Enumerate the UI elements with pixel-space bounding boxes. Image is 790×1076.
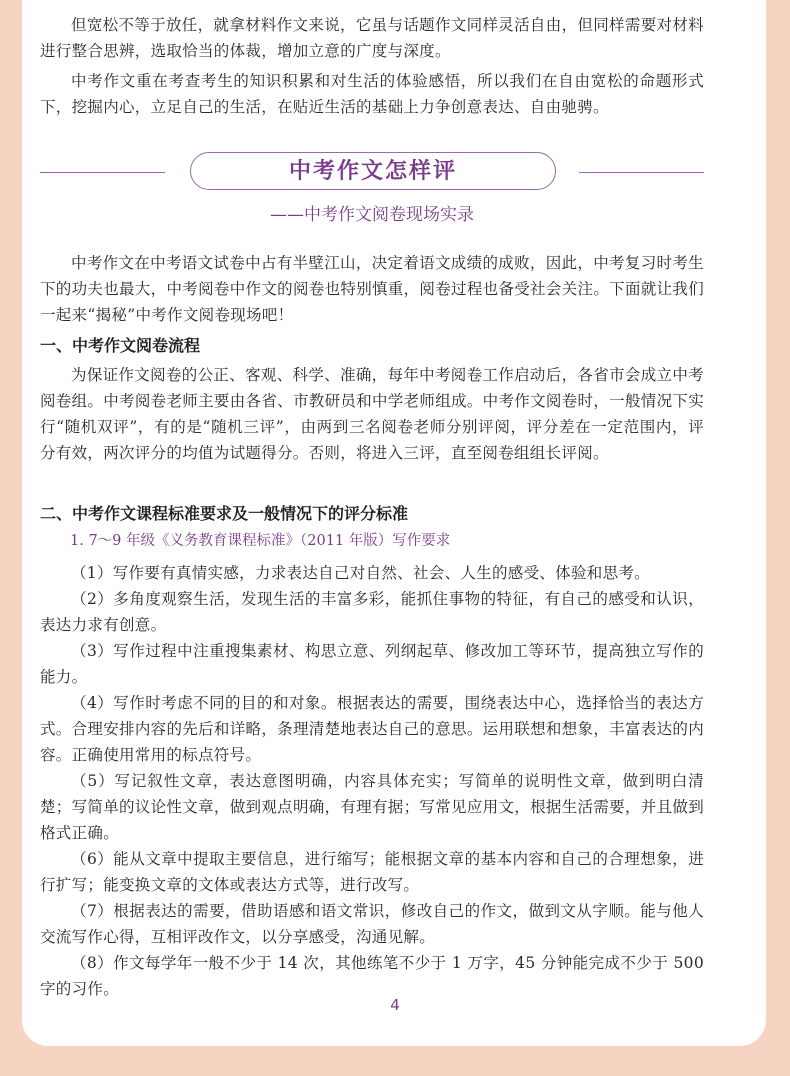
list-item: （7）根据表达的需要，借助语感和语文常识，修改自己的作文，做到文从字顺。能与他人交流写作心得，互相评改作文，以分享感受，沟通见解。 [40, 902, 704, 946]
section-subtitle: ——中考作文阅卷现场实录 [270, 205, 474, 225]
part1 [40, 332, 704, 466]
part1-heading: 一、中考作文阅卷流程 [40, 336, 201, 355]
part2-subheading: 1. 7～9 年级《义务教育课程标准》（2011 年版）写作要求 [70, 533, 451, 549]
section-title: 中考作文怎样评 [190, 152, 556, 190]
list-item: （4）写作时考虑不同的目的和对象。根据表达的需要，围绕表达中心，选择恰当的表达方式。合理安排内容的先后和详略，条理清楚地表达自己的意思。运用联想和想象，丰富表达的内容。正确使用常用的标点符号。 [40, 694, 704, 764]
list-item: （6）能从文章中提取主要信息，进行缩写；能根据文章的基本内容和自己的合理想象，进行扩写；能变换文章的文体或表达方式等，进行改写。 [40, 850, 704, 894]
title-rule-right [579, 172, 704, 173]
lead-paragraph: 中考作文在中考语文试卷中占有半壁江山，决定着语文成绩的成败，因此，中考复习时考生下的功夫也最大，中考阅卷中作文的阅卷也特别慎重，阅卷过程也备受社会关注。下面就让我们一起来“揭秘”中考作文阅卷现场吧！ [40, 254, 704, 324]
requirements-list [40, 560, 704, 1002]
list-item: （8）作文每学年一般不少于 14 次，其他练笔不少于 1 万字，45 分钟能完成不少于 500 字的习作。 [40, 954, 704, 998]
page-number: 4 [390, 996, 400, 1014]
part1-paragraph: 为保证作文阅卷的公正、客观、科学、准确，每年中考阅卷工作启动后，各省市会成立中考阅卷组。中考阅卷老师主要由各省、市教研员和中学老师组成。中考作文阅卷时，一般情况下实行“随机双评”，有的是“随机三评”，由两到三名阅卷老师分别评阅，评分差在一定范围内，评分有效，两次评分的均值为试题得分。否则，将进入三评，直至阅卷组组长评阅。 [40, 366, 704, 462]
list-item: （3）写作过程中注重搜集素材、构思立意、列纲起草、修改加工等环节，提高独立写作的能力。 [40, 642, 704, 686]
part2-heading: 二、中考作文课程标准要求及一般情况下的评分标准 [40, 504, 409, 523]
list-item: （1）写作要有真情实感，力求表达自己对自然、社会、人生的感受、体验和思考。 [71, 564, 650, 582]
part2 [40, 500, 704, 1002]
intro-paragraph-2: 中考作文重在考查考生的知识积累和对生活的体验感悟，所以我们在自由宽松的命题形式下，挖掘内心，立足自己的生活，在贴近生活的基础上力争创意表达、自由驰骋。 [40, 72, 704, 116]
list-item: （5）写记叙性文章，表达意图明确，内容具体充实；写简单的说明性文章，做到明白清楚；写简单的议论性文章，做到观点明确，有理有据；写常见应用文，根据生活需要，并且做到格式正确。 [40, 772, 704, 842]
section-title-band [40, 152, 704, 192]
list-item: （2）多角度观察生活，发现生活的丰富多彩，能抓住事物的特征，有自己的感受和认识，表达力求有创意。 [40, 590, 704, 634]
title-rule-left [40, 172, 165, 173]
intro-paragraph-1: 但宽松不等于放任，就拿材料作文来说，它虽与话题作文同样灵活自由，但同样需要对材料进行整合思辨，选取恰当的体裁，增加立意的广度与深度。 [40, 16, 704, 60]
